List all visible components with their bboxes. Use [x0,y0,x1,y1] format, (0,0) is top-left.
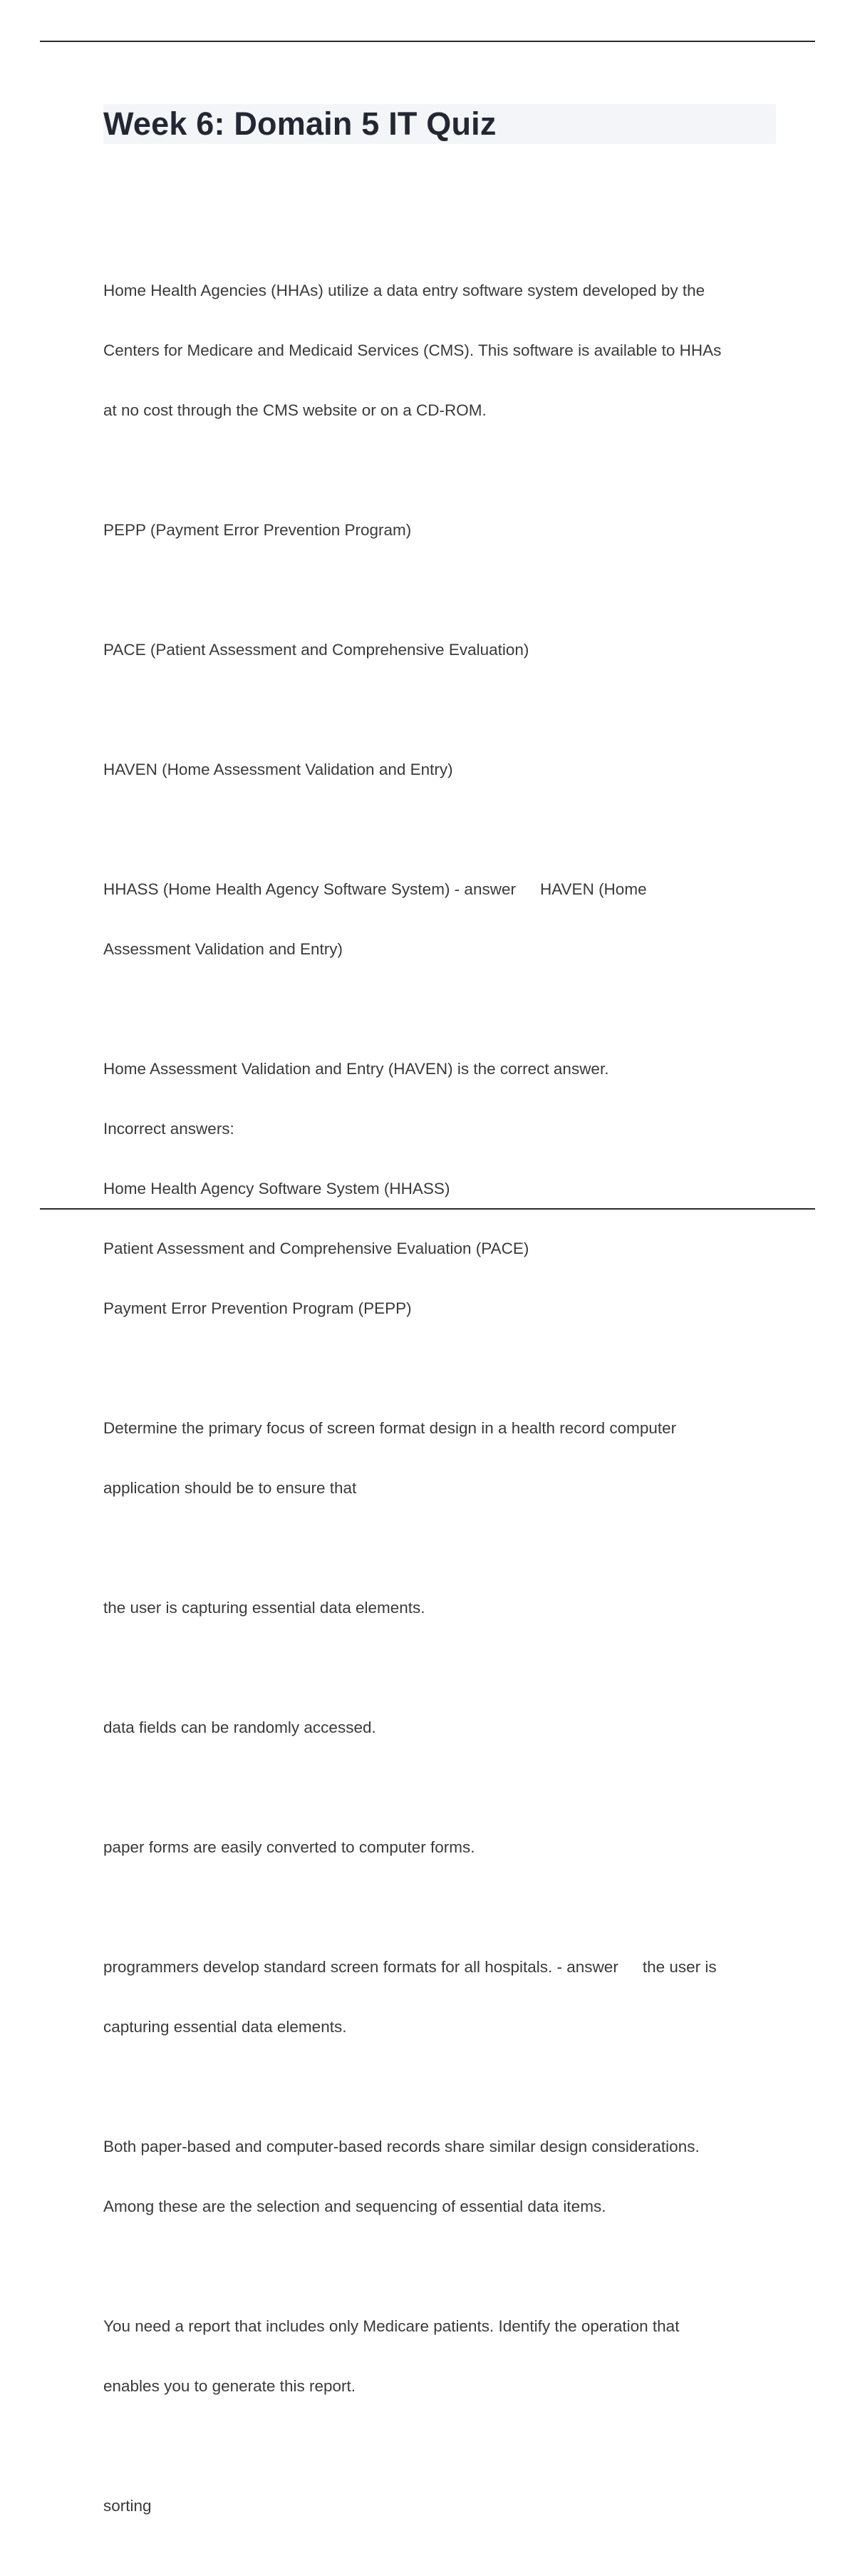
text-line: Both paper-based and computer-based records share similar design considerations. [103,2138,700,2155]
text-line: You need a report that includes only Medicare patients. Identify the operation that [103,2317,680,2335]
option-text: programmers develop standard screen formats for all hospitals. - answer [103,1958,618,1976]
text-line: HAVEN (Home Assessment Validation and Entry) [103,761,453,778]
option-essential-data [103,1558,777,1658]
question-screen-format [103,1379,777,1538]
top-rule [40,41,815,42]
option-paper-forms [103,1798,777,1897]
document-body [103,241,777,2576]
text-line: application should be to ensure that [103,1479,357,1497]
text-line: Assessment Validation and Entry) [103,940,343,958]
explanation-haven [103,1019,777,1359]
option-text: HHASS (Home Health Agency Software System) - answer [103,880,516,898]
answer-line [103,1957,777,1977]
text-line: Centers for Medicare and Medicaid Services (CMS). This software is available to HHAs [103,341,722,359]
text-line: Incorrect answers: [103,1120,234,1138]
text-line: enables you to generate this report. [103,2377,356,2395]
option-sorting [103,2456,777,2556]
answer-line [103,880,777,900]
text-line: Home Health Agencies (HHAs) utilize a data entry software system developed by the [103,282,705,299]
text-line: capturing essential data elements. [103,2018,347,2036]
text-line: PEPP (Payment Error Prevention Program) [103,521,412,539]
explanation-design [103,2097,777,2257]
page-title: Week 6: Domain 5 IT Quiz [103,105,497,142]
text-line: data fields can be randomly accessed. [103,1719,376,1736]
text-line: the user is capturing essential data elements. [103,1599,425,1617]
option-pepp [103,480,777,580]
option-pace [103,600,777,700]
text-line: Home Assessment Validation and Entry (HAVEN) is the correct answer. [103,1060,609,1078]
question-intro-hhas [103,241,777,460]
option-haven [103,720,777,820]
option-programmers-with-answer [103,1917,777,2077]
text-line: Patient Assessment and Comprehensive Evaluation (PACE) [103,1240,529,1257]
text-line: Home Health Agency Software System (HHASS) [103,1180,450,1197]
text-line: sorting [103,2497,152,2515]
option-random-access [103,1678,777,1778]
text-line: Determine the primary focus of screen format design in a health record computer [103,1419,677,1437]
question-medicare-report [103,2277,777,2436]
text-line: PACE (Patient Assessment and Comprehensive Evaluation) [103,641,529,659]
option-hhass-with-answer [103,840,777,999]
text-line: Payment Error Prevention Program (PEPP) [103,1299,412,1317]
answer-text: HAVEN (Home [539,880,647,898]
answer-text: the user is [642,1958,717,1976]
text-line: Among these are the selection and sequencing of essential data items. [103,2198,606,2215]
text-line: at no cost through the CMS website or on a CD-ROM. [103,401,487,419]
bottom-rule [40,1208,815,1210]
text-line: paper forms are easily converted to computer forms. [103,1838,475,1856]
